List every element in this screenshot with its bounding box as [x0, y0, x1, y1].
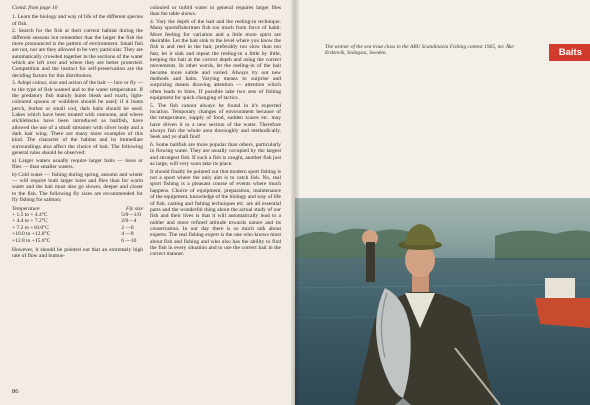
left-column: [12, 5, 143, 261]
book-gutter: [291, 0, 299, 405]
right-column: [150, 5, 281, 259]
fisherman-photo: [295, 198, 590, 405]
right-page: [295, 0, 590, 405]
fly-size-cell: 6 —10: [121, 237, 137, 244]
paragraph: coloured or turbid water in general requires larger flies than the table shows.: [150, 5, 281, 18]
fly-size-cell: 4 —8: [121, 231, 134, 238]
continued-note: Contd. from page 10: [12, 5, 58, 11]
temperature-cell: +12.8 to +15.6°C: [12, 237, 51, 244]
paragraph: 6. Some baitfish are more popular than others, particularly in flowing water. They are usually occupied by the largest and strongest fish. If such a fish is caught, another fish just as large, will very soon take its place.: [150, 142, 281, 168]
paragraph: However, it should be pointed out that an extremely high rate of flow and humus-: [12, 246, 143, 260]
fisherman-illustration: [295, 198, 590, 405]
paragraph: b) Cold water — fishing during spring, autumn and winter — will require both larger lures and flies than for warm water and the bait must also go slower, deeper and closer to the fish. The following fly sizes are recommended for fly fishing for salmon:: [12, 171, 143, 204]
fly-size-table: [12, 206, 143, 244]
temperature-cell: + 4.4 to + 7.2°C: [12, 218, 48, 225]
table-row: [12, 238, 143, 244]
temperature-cell: + 1.5 to + 4.4°C: [12, 211, 48, 218]
fly-size-cell: 2/0—4: [121, 218, 137, 225]
paragraph: 3. Adopt colour, size and action of the bait — lure or fly — to the type of fish wanted and to the water temperature. If the predatory fish mainly hunts bleak and roach, light-coloured spoons or wobblers should be used; if it hunts perch, burbot or small cod, dark baits should be used. Lakes which have been treated with rotenone, and where sticklebacks have been introduced as baitfish, have allowed the use of a small streamer with silver body and a dark hair wing. There are many more examples of this kind. The character of the habitat and its immediate surroundings also affect the choice of bait. The following general rules should be observed:: [12, 80, 143, 157]
fly-size-header: Fly size: [126, 205, 143, 212]
fly-size-cell: 2 —6: [121, 224, 134, 231]
paragraph: 5. The fish cannot always be found in it's expected location. Temporary changes of environment because of the temperature, supply of food, sudden scares etc. may have driven it to a new section of the water. Therefore always fish the whole area thoroughly and methodically. Seek and ye shall find!: [150, 102, 281, 141]
section-tag: Baits: [549, 44, 590, 61]
paragraph: 2. Search for the fish at their current habitat during the different seasons but remember that the larger the fish the more pronounced is the pattern of environment. Small fish are not, nor are they allowed to be very particular. They are automatically crowded together in the sections of the water which are left over and where they are better protected. Competition and the instinct for self-preservation are the deciding factors for this distribution.: [12, 28, 143, 79]
photo-caption: The winner of the sea trout class in the ABU Scandinavia Fishing contest 1965, mr. Åke Erdenvik, Svängsta, Sweden.: [325, 44, 514, 57]
temperature-cell: +10.0 to +12.8°C: [12, 231, 51, 238]
paragraph: a) Larger waters usually require larger baits — lures or flies — than smaller waters.: [12, 157, 143, 171]
paragraph: It should finally be pointed out that modern sport fishing is not a sport where the only aim is to catch fish. No, real sport fishing is a pleasant course of events where much happens. Choice of equipment, preparation, maintenance of the equipment, knowledge of the biology and way of life of fish, casting and fishing techniques etc. are all essential parts and the wonderful thing about the actual study of our fish and their lives is that it will automatically lead to a nobler and more refined attitude towards nature and its conservation. In our day there is so much talk about experts. The real fishing expert is the one who knows most about fish and fishing and who also has the ability to find the fish in every situation and to use the correct bait in the correct manner.: [150, 168, 281, 258]
paragraph: 1. Learn the biology and way of life of the different species of fish.: [12, 14, 143, 27]
temperature-cell: + 7.2 to +10.0°C: [12, 224, 49, 231]
page-number: 86: [12, 388, 19, 395]
fly-size-cell: 5/0—1/0: [121, 211, 141, 218]
temperature-header: Temperature: [12, 205, 40, 212]
paragraph: 4. Vary the depth of the bait and the reeling-in technique. Many sportsfishermen fish too much from force of habit. More feeling for variation and a little more spirit are desirable. Let the bait sink to the level where you know the fish is and reel in the bait, preferably too slow than too fast, let it sink and repeat the reeling-in a little by little, keeping the bait at the correct depth and using the correct movements. In other words, let the reeling-in of the bait become more subtle and varied. Always try out new methods and baits. Varying means to surprise and surprising means drawing attention — attention which often leads to bites. If possible take two sets of fishing equipment for quick changing of tactics.: [150, 18, 281, 102]
